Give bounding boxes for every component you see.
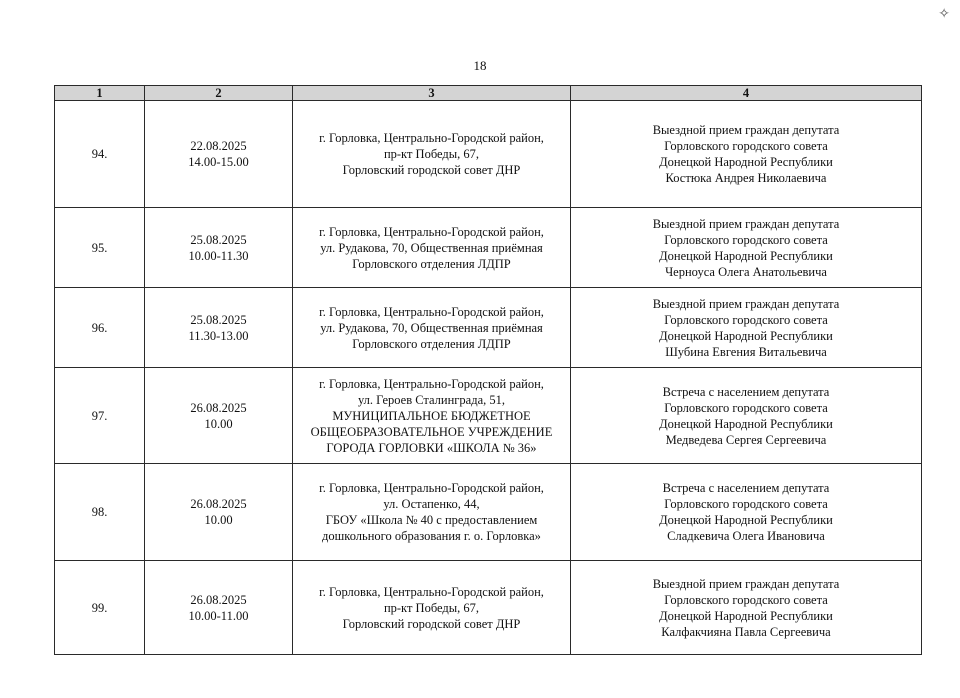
address-line: ГБОУ «Школа № 40 с предоставлением (325, 513, 538, 527)
event-line: Горловского городского совета (664, 232, 828, 247)
event-line: Сладкевича Олега Ивановича (667, 529, 825, 543)
table-row (55, 368, 922, 464)
address-cell (293, 561, 571, 655)
date-time-cell (145, 208, 293, 288)
row-number: 98. (55, 464, 145, 561)
date: 26.08.2025 (190, 400, 247, 415)
table-row (55, 561, 922, 655)
address-line: ОБЩЕОБРАЗОВАТЕЛЬНОЕ УЧРЕЖДЕНИЕ (310, 424, 553, 439)
event-line: Выездной прием граждан депутата (652, 576, 840, 591)
event-line: Горловского городского совета (664, 139, 828, 153)
row-number: 97. (55, 368, 145, 464)
address-line: г. Горловка, Центрально-Городской район, (319, 131, 544, 145)
column-header-1: 1 (55, 86, 145, 101)
event-line: Встреча с населением депутата (662, 481, 830, 495)
address-line: ГОРОДА ГОРЛОВКИ «ШКОЛА № 36» (326, 440, 537, 455)
event-line: Донецкой Народной Республики (659, 248, 833, 263)
date-time-cell (145, 288, 293, 368)
time: 10.00-11.00 (188, 608, 249, 623)
address-cell (293, 464, 571, 561)
event-cell (571, 288, 922, 368)
event-line: Донецкой Народной Республики (659, 608, 833, 623)
event-line: Выездной прием граждан депутата (652, 296, 840, 311)
date: 26.08.2025 (190, 592, 247, 607)
event-cell (571, 561, 922, 655)
column-header-3: 3 (293, 86, 571, 101)
event-line: Горловского городского совета (664, 497, 828, 511)
row-number: 96. (55, 288, 145, 368)
address-line: дошкольного образования г. о. Горловка» (322, 529, 541, 543)
date: 25.08.2025 (190, 232, 247, 247)
table-row (55, 101, 922, 208)
event-cell (571, 101, 922, 208)
date-time-cell (145, 368, 293, 464)
time: 10.00-11.30 (188, 248, 249, 263)
address-line: ул. Рудакова, 70, Общественная приёмная (320, 240, 543, 255)
address-cell (293, 208, 571, 288)
event-line: Костюка Андрея Николаевича (665, 171, 827, 185)
row-number: 94. (55, 101, 145, 208)
address-line: г. Горловка, Центрально-Городской район, (319, 584, 544, 599)
event-line: Донецкой Народной Республики (659, 328, 833, 343)
table-header-row (55, 86, 922, 101)
time: 10.00 (204, 416, 233, 431)
address-line: г. Горловка, Центрально-Городской район, (319, 481, 544, 495)
address-line: г. Горловка, Центрально-Городской район, (319, 376, 544, 391)
date: 22.08.2025 (190, 139, 247, 153)
event-line: Выездной прием граждан депутата (652, 216, 840, 231)
row-number: 95. (55, 208, 145, 288)
address-line: г. Горловка, Центрально-Городской район, (319, 304, 544, 319)
event-line: Донецкой Народной Республики (659, 513, 833, 527)
event-line: Черноуса Олега Анатольевича (665, 264, 827, 279)
table-row (55, 288, 922, 368)
event-line: Горловского городского совета (664, 400, 828, 415)
address-cell (293, 101, 571, 208)
date-time-cell (145, 561, 293, 655)
event-cell (571, 368, 922, 464)
corner-mark-icon: ✧ (938, 6, 950, 22)
event-cell (571, 464, 922, 561)
address-line: пр-кт Победы, 67, (383, 600, 480, 615)
column-header-2: 2 (145, 86, 293, 101)
event-cell (571, 208, 922, 288)
table-row (55, 464, 922, 561)
address-line: г. Горловка, Центрально-Городской район, (319, 224, 544, 239)
address-line: Горловский городской совет ДНР (342, 163, 521, 177)
event-line: Донецкой Народной Республики (659, 416, 833, 431)
address-line: Горловский городской совет ДНР (342, 616, 521, 631)
date-time-cell (145, 464, 293, 561)
date: 25.08.2025 (190, 312, 247, 327)
address-line: ул. Рудакова, 70, Общественная приёмная (320, 320, 543, 335)
address-cell (293, 368, 571, 464)
event-line: Шубина Евгения Витальевича (665, 344, 827, 359)
table-row (55, 208, 922, 288)
event-line: Выездной прием граждан депутата (652, 123, 840, 137)
address-line: ул. Остапенко, 44, (383, 497, 480, 511)
event-line: Горловского городского совета (664, 592, 828, 607)
address-line: ул. Героев Сталинграда, 51, (357, 392, 505, 407)
address-cell (293, 288, 571, 368)
schedule-table (54, 85, 922, 655)
time: 14.00-15.00 (188, 155, 249, 169)
row-number: 99. (55, 561, 145, 655)
address-line: Горловского отделения ЛДПР (352, 336, 511, 351)
address-line: пр-кт Победы, 67, (383, 147, 480, 161)
date-time-cell (145, 101, 293, 208)
event-line: Медведева Сергея Сергеевича (665, 432, 827, 447)
address-line: МУНИЦИПАЛЬНОЕ БЮДЖЕТНОЕ (332, 408, 531, 423)
event-line: Встреча с населением депутата (662, 384, 830, 399)
address-line: Горловского отделения ЛДПР (352, 256, 511, 271)
event-line: Донецкой Народной Республики (659, 155, 833, 169)
time: 10.00 (204, 513, 233, 527)
column-header-4: 4 (571, 86, 922, 101)
date: 26.08.2025 (190, 497, 247, 511)
event-line: Горловского городского совета (664, 312, 828, 327)
time: 11.30-13.00 (188, 328, 249, 343)
event-line: Калфакчияна Павла Сергеевича (661, 624, 831, 639)
page-number: 18 (473, 58, 487, 73)
